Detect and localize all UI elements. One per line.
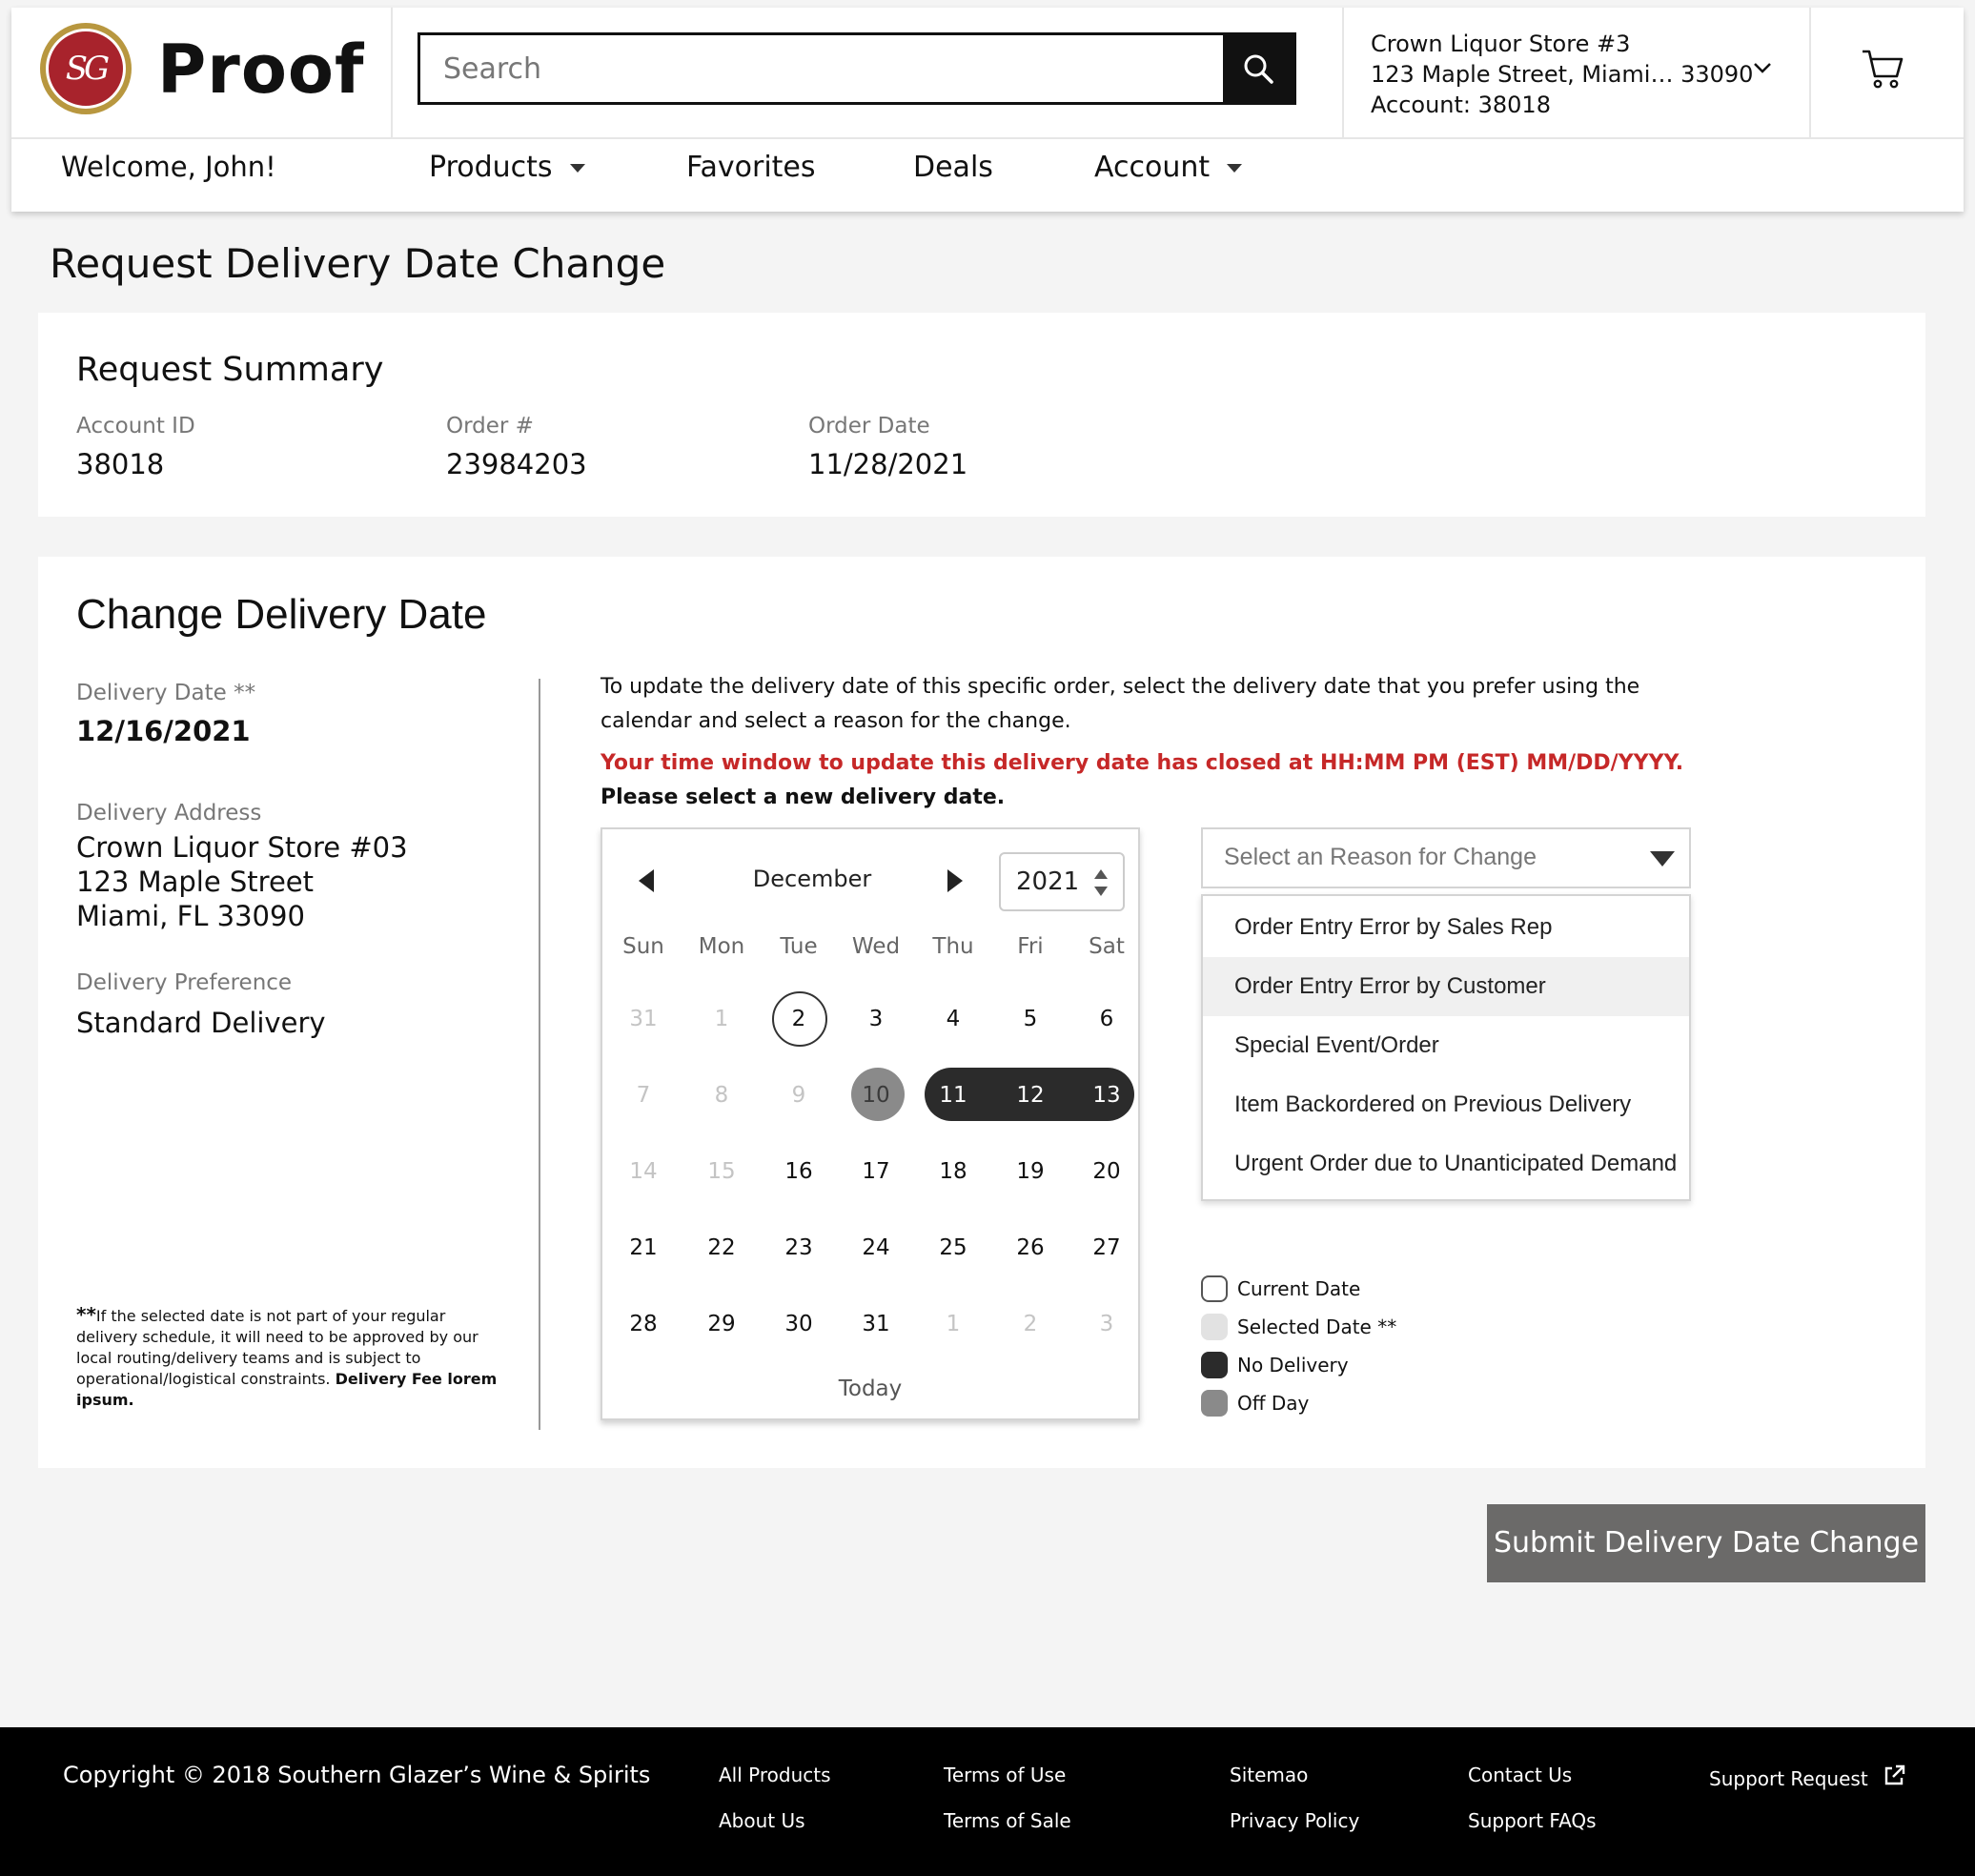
calendar-day[interactable]: 17 bbox=[862, 1159, 890, 1184]
calendar-day[interactable]: 1 bbox=[714, 1007, 729, 1031]
header-divider bbox=[11, 137, 1964, 139]
calendar-day[interactable]: 31 bbox=[862, 1312, 890, 1336]
change-heading: Change Delivery Date bbox=[76, 591, 487, 638]
footer-link-about-us[interactable]: About Us bbox=[719, 1809, 805, 1832]
chevron-down-icon[interactable] bbox=[1752, 61, 1773, 74]
delivery-address-label: Delivery Address bbox=[76, 801, 262, 826]
copyright: Copyright © 2018 Southern Glazer’s Wine & Spirits bbox=[63, 1762, 651, 1788]
delivery-date-label: Delivery Date ** bbox=[76, 681, 256, 705]
dropdown-arrow-icon bbox=[1649, 850, 1676, 867]
calendar-day[interactable]: 22 bbox=[707, 1235, 736, 1260]
delivery-date-value: 12/16/2021 bbox=[76, 715, 251, 747]
instructions-line: calendar and select a reason for the change. bbox=[601, 709, 1071, 733]
warning-text: Your time window to update this delivery date has closed at HH:MM PM (EST) MM/DD/YYYY. bbox=[601, 751, 1684, 775]
calendar-day[interactable]: 2 bbox=[1023, 1312, 1038, 1336]
calendar-day[interactable]: 1 bbox=[946, 1312, 961, 1336]
legend-swatch-selected bbox=[1201, 1314, 1228, 1340]
nav-deals[interactable]: Deals bbox=[913, 151, 993, 184]
weekday-label: Wed bbox=[851, 934, 901, 959]
footer-link-terms-of-sale[interactable]: Terms of Sale bbox=[944, 1809, 1071, 1832]
calendar-day[interactable]: 31 bbox=[629, 1007, 658, 1031]
legend-swatch-current bbox=[1201, 1275, 1228, 1302]
footnote-text: If the selected date is not part of your regular delivery schedule, it will need to be approved by our local routing/delivery teams and is subject to operational/logistical constraints. bbox=[76, 1307, 478, 1388]
order-number-label: Order # bbox=[446, 414, 534, 438]
calendar-day[interactable]: 20 bbox=[1092, 1159, 1121, 1184]
delivery-preference-label: Delivery Preference bbox=[76, 970, 293, 995]
calendar-day[interactable]: 16 bbox=[784, 1159, 813, 1184]
reason-placeholder: Select an Reason for Change bbox=[1224, 844, 1537, 870]
search-button[interactable] bbox=[1223, 35, 1293, 102]
footer-link-all-products[interactable]: All Products bbox=[719, 1764, 831, 1786]
header-divider bbox=[1342, 8, 1344, 137]
calendar-day[interactable]: 28 bbox=[629, 1312, 658, 1336]
calendar-day[interactable]: 10 bbox=[862, 1083, 890, 1108]
calendar-day[interactable]: 15 bbox=[707, 1159, 736, 1184]
account-id-value: 38018 bbox=[76, 448, 165, 480]
legend-swatch-off-day bbox=[1201, 1390, 1228, 1417]
external-link-icon bbox=[1882, 1764, 1906, 1788]
reason-option[interactable]: Item Backordered on Previous Delivery bbox=[1234, 1091, 1632, 1117]
instructions-line: To update the delivery date of this specific order, select the delivery date that you prefer using the bbox=[601, 675, 1640, 699]
request-summary-card bbox=[38, 313, 1925, 517]
weekday-label: Mon bbox=[698, 934, 745, 959]
footer-link-sitemap[interactable]: Sitemao bbox=[1230, 1764, 1309, 1786]
footer-link-support-request[interactable] bbox=[1709, 1764, 1906, 1790]
search-bar bbox=[417, 32, 1296, 105]
calendar-day[interactable]: 14 bbox=[629, 1159, 658, 1184]
calendar-day[interactable]: 25 bbox=[939, 1235, 967, 1260]
order-date-label: Order Date bbox=[808, 414, 930, 438]
store-account[interactable]: Account: 38018 bbox=[1371, 92, 1551, 118]
year-stepper[interactable] bbox=[999, 852, 1125, 911]
stepper-arrows-icon[interactable] bbox=[1092, 867, 1110, 898]
cart-icon[interactable] bbox=[1861, 48, 1904, 90]
legend-swatch-no-delivery bbox=[1201, 1352, 1228, 1378]
search-input[interactable] bbox=[420, 35, 1229, 102]
summary-heading: Request Summary bbox=[76, 351, 384, 389]
caret-down-icon bbox=[1227, 164, 1242, 173]
logo-icon[interactable] bbox=[40, 23, 132, 114]
calendar-day[interactable]: 9 bbox=[791, 1083, 806, 1108]
calendar-day[interactable]: 24 bbox=[862, 1235, 890, 1260]
welcome-text: Welcome, John! bbox=[61, 151, 276, 183]
calendar-day[interactable]: 30 bbox=[784, 1312, 813, 1336]
calendar-day[interactable]: 6 bbox=[1099, 1007, 1114, 1031]
calendar-day[interactable]: 3 bbox=[868, 1007, 884, 1031]
calendar-day[interactable]: 2 bbox=[791, 1007, 806, 1031]
header-divider bbox=[391, 8, 393, 137]
next-month-icon[interactable] bbox=[946, 867, 965, 894]
calendar-day[interactable]: 27 bbox=[1092, 1235, 1121, 1260]
footnote bbox=[76, 1304, 505, 1411]
reason-option[interactable]: Special Event/Order bbox=[1234, 1032, 1439, 1058]
footnote-stars: ** bbox=[76, 1303, 96, 1326]
reason-option[interactable]: Order Entry Error by Sales Rep bbox=[1234, 914, 1553, 940]
legend-label: Current Date bbox=[1237, 1277, 1361, 1300]
calendar-day[interactable]: 7 bbox=[636, 1083, 651, 1108]
footer-link-contact-us[interactable]: Contact Us bbox=[1468, 1764, 1573, 1786]
footer-link-privacy-policy[interactable]: Privacy Policy bbox=[1230, 1809, 1360, 1832]
weekday-label: Thu bbox=[932, 934, 974, 959]
calendar-day[interactable]: 12 bbox=[1016, 1083, 1045, 1108]
calendar-day[interactable]: 21 bbox=[629, 1235, 658, 1260]
column-divider bbox=[539, 679, 540, 1430]
calendar-day[interactable]: 26 bbox=[1016, 1235, 1045, 1260]
logo-monogram: SG bbox=[46, 29, 126, 109]
calendar-day[interactable]: 8 bbox=[714, 1083, 729, 1108]
calendar-day[interactable]: 13 bbox=[1092, 1083, 1121, 1108]
nav-account[interactable] bbox=[1094, 151, 1242, 184]
calendar-day[interactable]: 23 bbox=[784, 1235, 813, 1260]
nav-products-label: Products bbox=[429, 151, 553, 184]
legend-label: No Delivery bbox=[1237, 1354, 1349, 1376]
calendar-day[interactable]: 11 bbox=[939, 1083, 967, 1108]
footer-link-support-faqs[interactable]: Support FAQs bbox=[1468, 1809, 1597, 1832]
delivery-preference-value: Standard Delivery bbox=[76, 1007, 326, 1039]
brand-name[interactable]: Proof bbox=[157, 31, 365, 109]
legend-label: Selected Date ** bbox=[1237, 1315, 1397, 1338]
nav-products[interactable] bbox=[429, 151, 585, 184]
calendar-day[interactable]: 18 bbox=[939, 1159, 967, 1184]
delivery-address-line: 123 Maple Street bbox=[76, 866, 315, 898]
page-title: Request Delivery Date Change bbox=[50, 240, 666, 287]
delivery-address-line: Crown Liquor Store #03 bbox=[76, 831, 408, 864]
reason-select[interactable] bbox=[1201, 827, 1691, 888]
calendar-day[interactable]: 19 bbox=[1016, 1159, 1045, 1184]
weekday-label: Sun bbox=[622, 934, 664, 959]
today-button[interactable]: Today bbox=[838, 1376, 903, 1401]
account-id-label: Account ID bbox=[76, 414, 195, 438]
calendar-day[interactable]: 29 bbox=[707, 1312, 736, 1336]
month-label: December bbox=[752, 866, 872, 892]
weekday-label: Sat bbox=[1089, 934, 1125, 959]
submit-button[interactable]: Submit Delivery Date Change bbox=[1487, 1504, 1925, 1582]
search-icon bbox=[1242, 52, 1274, 85]
calendar bbox=[601, 827, 1140, 1420]
header-divider bbox=[1809, 8, 1811, 137]
nav-favorites[interactable]: Favorites bbox=[686, 151, 816, 184]
footer-link-terms-of-use[interactable]: Terms of Use bbox=[944, 1764, 1067, 1786]
reason-options-list bbox=[1201, 894, 1691, 1201]
site-footer bbox=[0, 1727, 1975, 1876]
order-number-value: 23984203 bbox=[446, 448, 587, 480]
delivery-address-line: Miami, FL 33090 bbox=[76, 900, 305, 932]
order-date-value: 11/28/2021 bbox=[808, 448, 968, 480]
caret-down-icon bbox=[570, 164, 585, 173]
prompt-text: Please select a new delivery date. bbox=[601, 785, 1006, 809]
year-value: 2021 bbox=[1016, 867, 1080, 896]
store-name[interactable]: Crown Liquor Store #3 bbox=[1371, 31, 1631, 57]
weekday-label: Tue bbox=[780, 934, 818, 959]
weekday-label: Fri bbox=[1017, 934, 1044, 959]
nav-account-label: Account bbox=[1094, 151, 1211, 184]
footnote-bold: Delivery Fee lorem ipsum. bbox=[76, 1370, 498, 1409]
reason-option[interactable]: Urgent Order due to Unanticipated Demand bbox=[1234, 1151, 1678, 1176]
prev-month-icon[interactable] bbox=[637, 867, 656, 894]
calendar-day[interactable]: 3 bbox=[1099, 1312, 1114, 1336]
legend-label: Off Day bbox=[1237, 1392, 1310, 1415]
support-request-label: Support Request bbox=[1709, 1767, 1868, 1790]
calendar-day[interactable]: 5 bbox=[1023, 1007, 1038, 1031]
reason-option[interactable]: Order Entry Error by Customer bbox=[1203, 957, 1689, 1016]
calendar-day[interactable]: 4 bbox=[946, 1007, 961, 1031]
store-address[interactable]: 123 Maple Street, Miami… 33090 bbox=[1371, 61, 1754, 88]
